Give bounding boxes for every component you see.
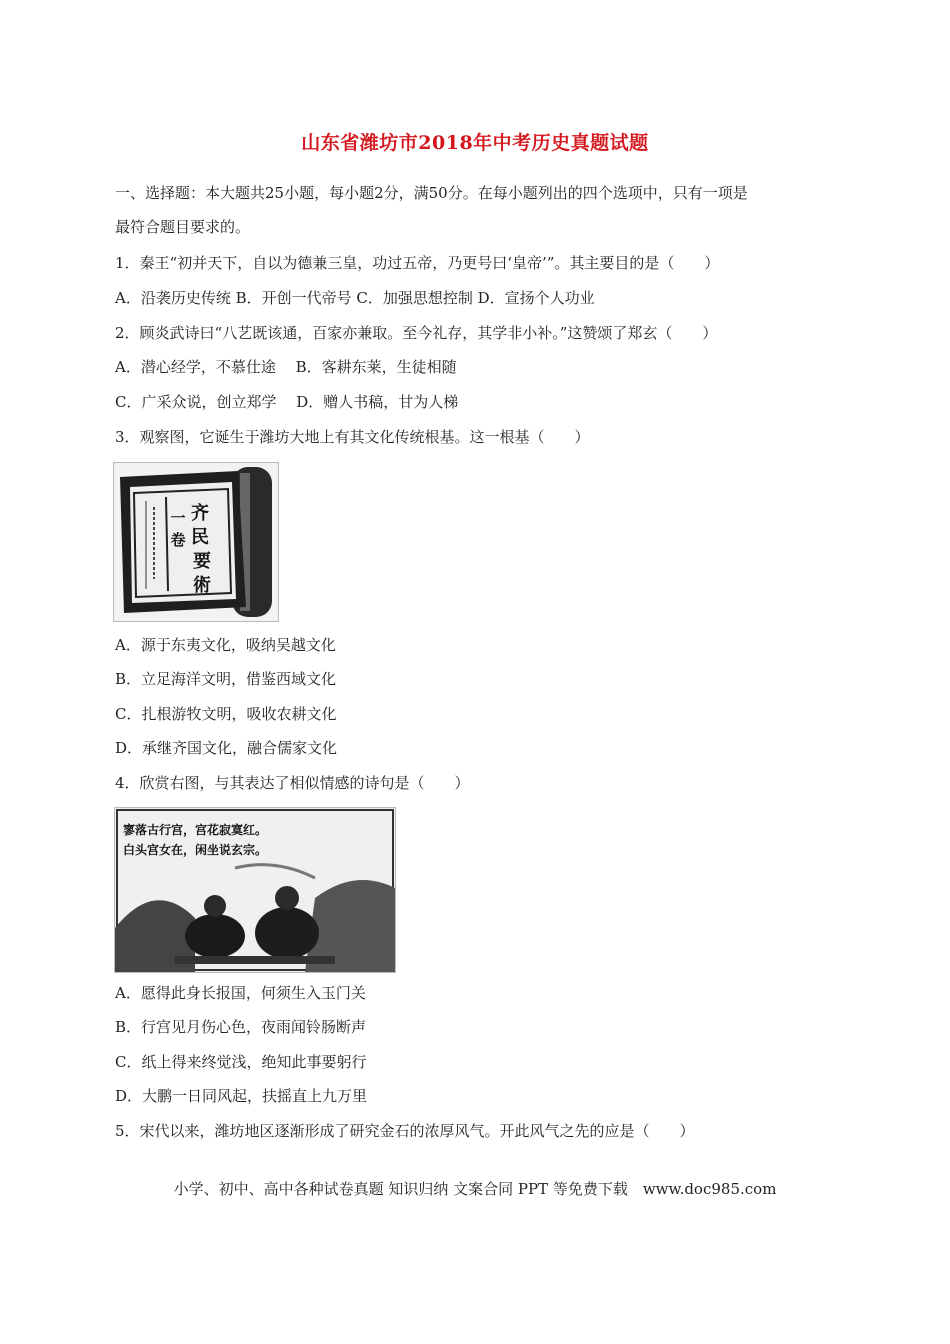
svg-text:齐: 齐 bbox=[191, 503, 209, 524]
svg-text:卷: 卷 bbox=[170, 531, 186, 549]
question-2-stem: 2．顾炎武诗曰“八艺既该通，百家亦兼取。至今礼存，其学非小补。”这赞颂了郑玄（ ） bbox=[115, 324, 718, 342]
question-4-option-c: C．纸上得来终觉浅，绝知此事要躬行 bbox=[115, 1053, 367, 1071]
page-footer: 小学、初中、高中各种试卷真题 知识归纳 文案合同 PPT 等免费下载 www.doc985.com bbox=[173, 1180, 777, 1198]
question-3-book-image bbox=[113, 462, 279, 622]
question-3-option-c: C．扎根游牧文明，吸收农耕文化 bbox=[115, 705, 337, 723]
svg-text:要: 要 bbox=[193, 551, 211, 572]
question-2-options-row-1: A．潜心经学，不慕仕途 B．客耕东莱，生徒相随 bbox=[115, 358, 457, 376]
question-3-stem: 3．观察图，它诞生于潍坊大地上有其文化传统根基。这一根基（ ） bbox=[115, 428, 590, 446]
svg-text:術: 術 bbox=[193, 575, 211, 596]
question-4-option-a: A．愿得此身长报国，何须生入玉门关 bbox=[115, 984, 366, 1002]
question-3-option-b: B．立足海洋文明，借鉴西域文化 bbox=[115, 670, 337, 688]
painting-poem-line-2: 白头宫女在，闲坐说玄宗。 bbox=[123, 843, 268, 857]
question-5-stem: 5．宋代以来，潍坊地区逐渐形成了研究金石的浓厚风气。开此风气之先的应是（ ） bbox=[115, 1122, 695, 1140]
svg-text:民: 民 bbox=[191, 527, 209, 548]
section-intro-line-2: 最符合题目要求的。 bbox=[115, 218, 251, 236]
question-1-stem: 1．秦王“初并天下，自以为德兼三皇，功过五帝，乃更号曰‘皇帝’”。其主要目的是（ ） bbox=[115, 254, 720, 272]
question-2-options-row-2: C．广采众说，创立郑学 D．赠人书稿，甘为人梯 bbox=[115, 393, 459, 411]
question-4-stem: 4．欣赏右图，与其表达了相似情感的诗句是（ ） bbox=[115, 774, 470, 792]
svg-text:一: 一 bbox=[170, 509, 186, 527]
question-4-option-d: D．大鹏一日同风起，扶摇直上九万里 bbox=[115, 1087, 368, 1105]
question-4-option-b: B．行宫见月伤心色，夜雨闻铃肠断声 bbox=[115, 1018, 367, 1036]
question-3-option-d: D．承继齐国文化，融合儒家文化 bbox=[115, 739, 338, 757]
painting-poem-line-1: 寥落古行宫，宫花寂寞红。 bbox=[123, 823, 268, 837]
question-3-option-a: A．源于东夷文化，吸纳吴越文化 bbox=[115, 636, 336, 654]
section-intro-line-1: 一、选择题：本大题共25小题，每小题2分，满50分。在每小题列出的四个选项中，只有一项是 bbox=[115, 184, 748, 202]
question-1-options: A．沿袭历史传统 B．开创一代帝号 C．加强思想控制 D．宣扬个人功业 bbox=[115, 289, 595, 307]
page-title: 山东省潍坊市2018年中考历史真题试题 bbox=[301, 132, 649, 154]
question-4-painting-image bbox=[114, 807, 396, 973]
